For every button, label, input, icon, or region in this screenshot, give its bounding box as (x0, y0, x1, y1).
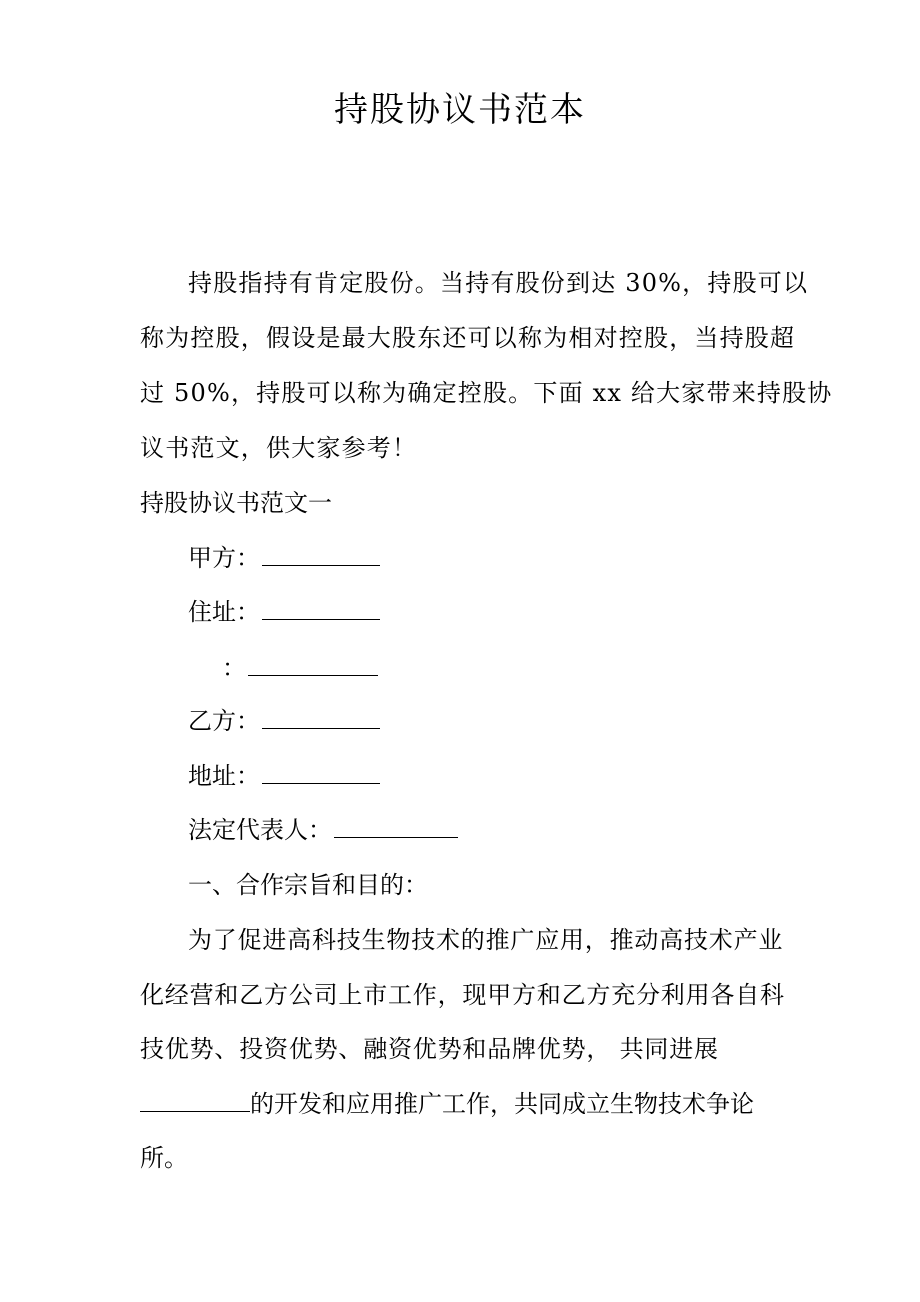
document-title: 持股协议书范本 (334, 90, 586, 130)
address-b-row (188, 761, 380, 791)
clause-line-1: 为了促进高科技生物技术的推广应用，推动高技术产业 (188, 926, 784, 954)
intro-line-4: 议书范文，供大家参考！ (140, 434, 418, 462)
legal-rep-blank (334, 815, 458, 838)
clause-line-4: 的开发和应用推广工作，共同成立生物技术争论 (250, 1090, 754, 1118)
party-a-row (188, 543, 380, 573)
party-a-blank (262, 543, 380, 566)
clause-line-4-row (140, 1089, 754, 1119)
clause-blank (140, 1089, 250, 1112)
address-b-label: 地址： (188, 762, 260, 790)
party-b-blank (262, 706, 380, 729)
section-title: 持股协议书范文一 (140, 489, 332, 517)
unlabeled-row (222, 653, 378, 683)
unlabeled-blank (248, 653, 378, 676)
intro-line-1: 持股指持有肯定股份。当持有股份到达 30%，持股可以 (188, 269, 809, 297)
clause-line-5: 所。 (140, 1144, 188, 1172)
legal-rep-row (188, 815, 458, 845)
legal-rep-label: 法定代表人： (188, 816, 332, 844)
address-a-blank (262, 597, 380, 620)
unlabeled-colon: ： (222, 654, 246, 682)
party-a-label: 甲方： (188, 544, 260, 572)
clause-title: 一、合作宗旨和目的： (188, 871, 428, 899)
address-a-row (188, 597, 380, 627)
address-b-blank (262, 761, 380, 784)
clause-line-2: 化经营和乙方公司上市工作，现甲方和乙方充分利用各自科 (140, 981, 785, 1009)
party-b-row (188, 706, 380, 736)
intro-line-3: 过 50%，持股可以称为确定控股。下面 xx 给大家带来持股协 (140, 379, 833, 407)
address-a-label: 住址： (188, 598, 260, 626)
party-b-label: 乙方： (188, 707, 260, 735)
clause-line-3: 技优势、投资优势、融资优势和品牌优势， 共同进展 (140, 1035, 719, 1063)
intro-line-2: 称为控股，假设是最大股东还可以称为相对控股，当持股超 (140, 324, 796, 352)
